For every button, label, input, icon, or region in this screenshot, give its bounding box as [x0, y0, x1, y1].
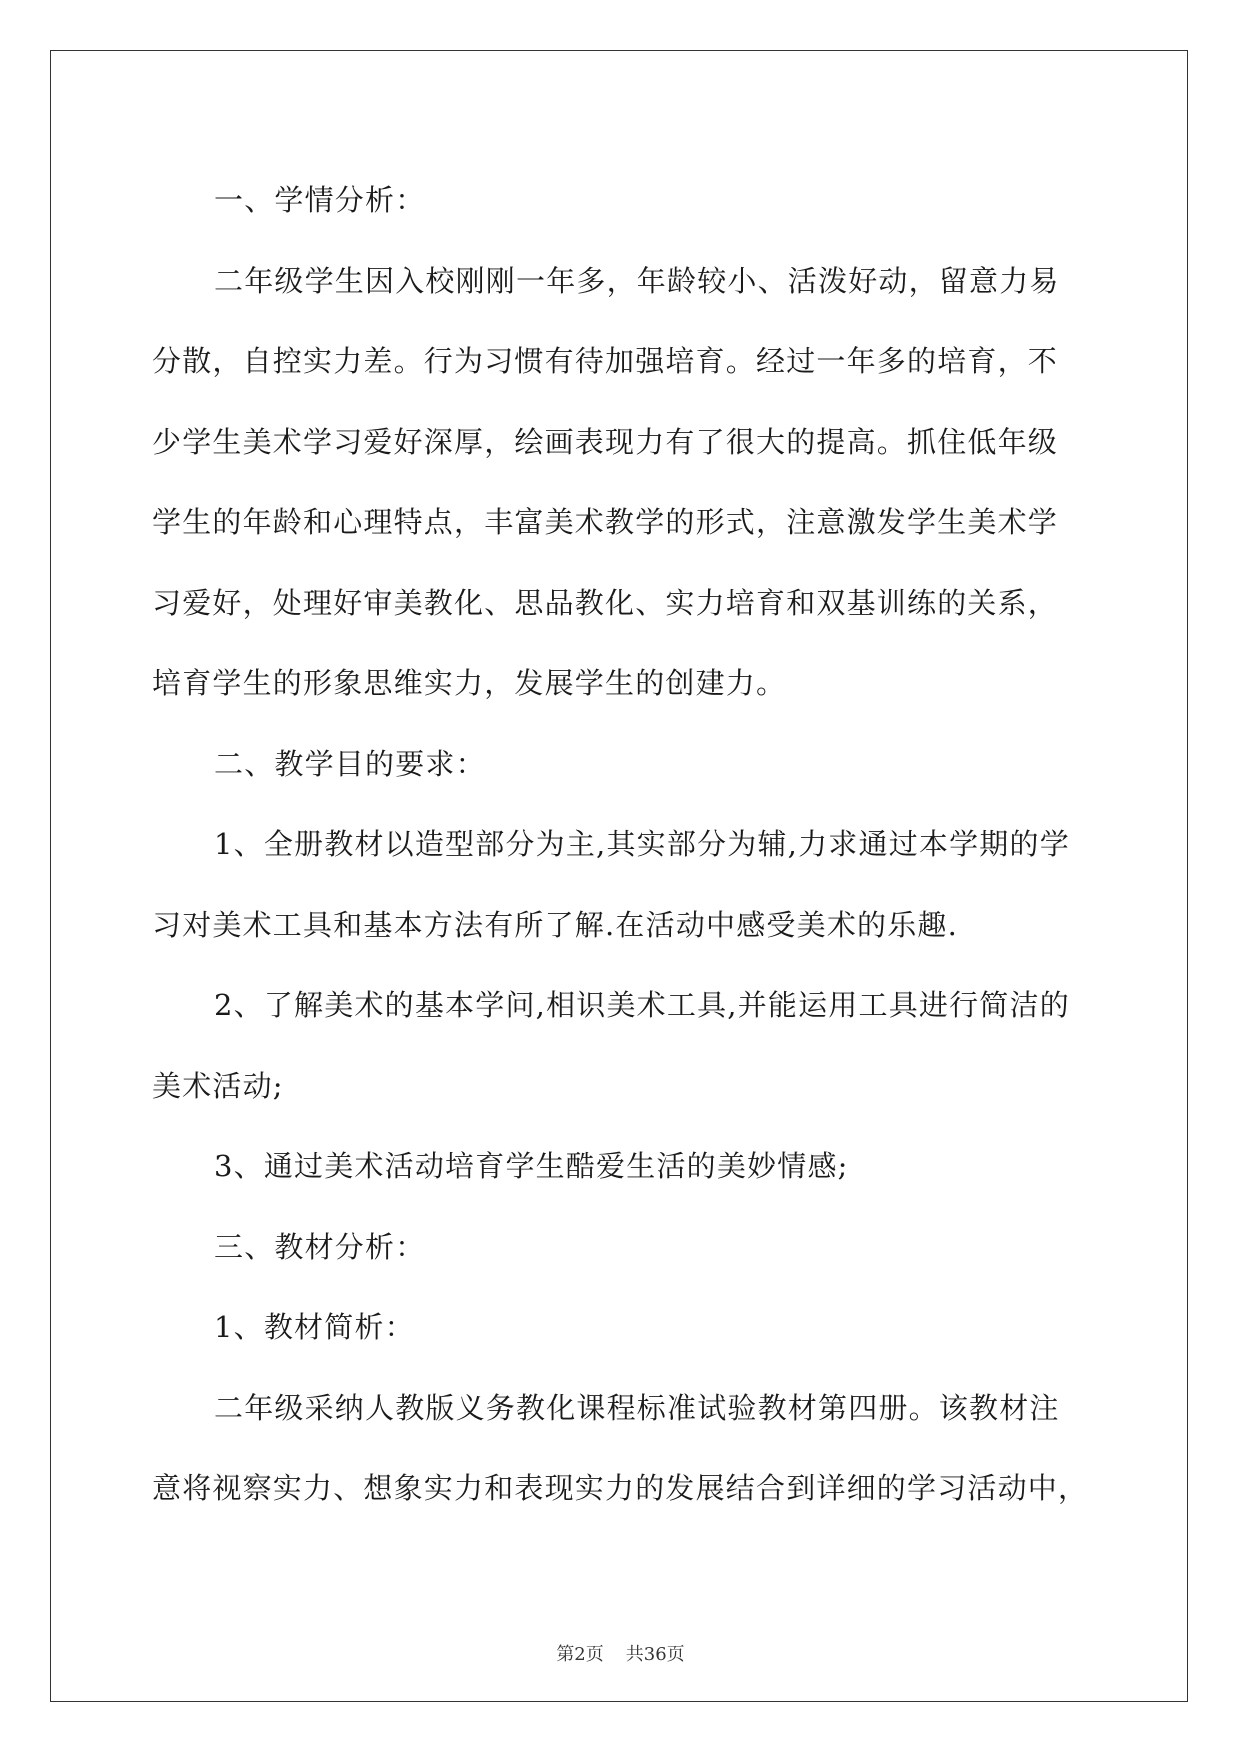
text-line: 学生的年龄和心理特点，丰富美术教学的形式，注意激发学生美术学 — [152, 505, 1059, 539]
text-line: 二、教学目的要求： — [214, 746, 486, 781]
text-line: 1、教材简析： — [214, 1310, 415, 1344]
text-line: 少学生美术学习爱好深厚，绘画表现力有了很大的提高。抓住低年级 — [152, 424, 1059, 459]
text-line: 二年级学生因入校刚刚一年多，年龄较小、活泼好动，留意力易 — [214, 263, 1060, 298]
page-footer — [0, 1640, 1241, 1666]
page-number: 第2页 — [556, 1644, 604, 1665]
text-line: 培育学生的形象思维实力，发展学生的创建力。 — [152, 666, 787, 700]
text-line: 2、了解美术的基本学问,相识美术工具,并能运用工具进行简洁的 — [214, 988, 1070, 1022]
text-line: 3、通过美术活动培育学生酷爱生活的美妙情感; — [214, 1149, 849, 1183]
text-line: 一、学情分析： — [214, 183, 426, 217]
text-line: 二年级采纳人教版义务教化课程标准试验教材第四册。该教材注 — [214, 1390, 1060, 1425]
text-line: 美术活动; — [152, 1068, 284, 1103]
page-total: 共36页 — [625, 1644, 685, 1665]
text-line: 意将视察实力、想象实力和表现实力的发展结合到详细的学习活动中， — [152, 1471, 1089, 1505]
text-line: 分散，自控实力差。行为习惯有待加强培育。经过一年多的培育，不 — [152, 344, 1059, 378]
text-line: 习对美术工具和基本方法有所了解.在活动中感受美术的乐趣. — [152, 907, 959, 942]
text-line: 习爱好，处理好审美教化、思品教化、实力培育和双基训练的关系， — [152, 585, 1059, 620]
text-line: 三、教材分析： — [214, 1229, 426, 1264]
text-line: 1、全册教材以造型部分为主,其实部分为辅,力求通过本学期的学 — [214, 827, 1070, 861]
document-body — [152, 160, 1097, 1529]
